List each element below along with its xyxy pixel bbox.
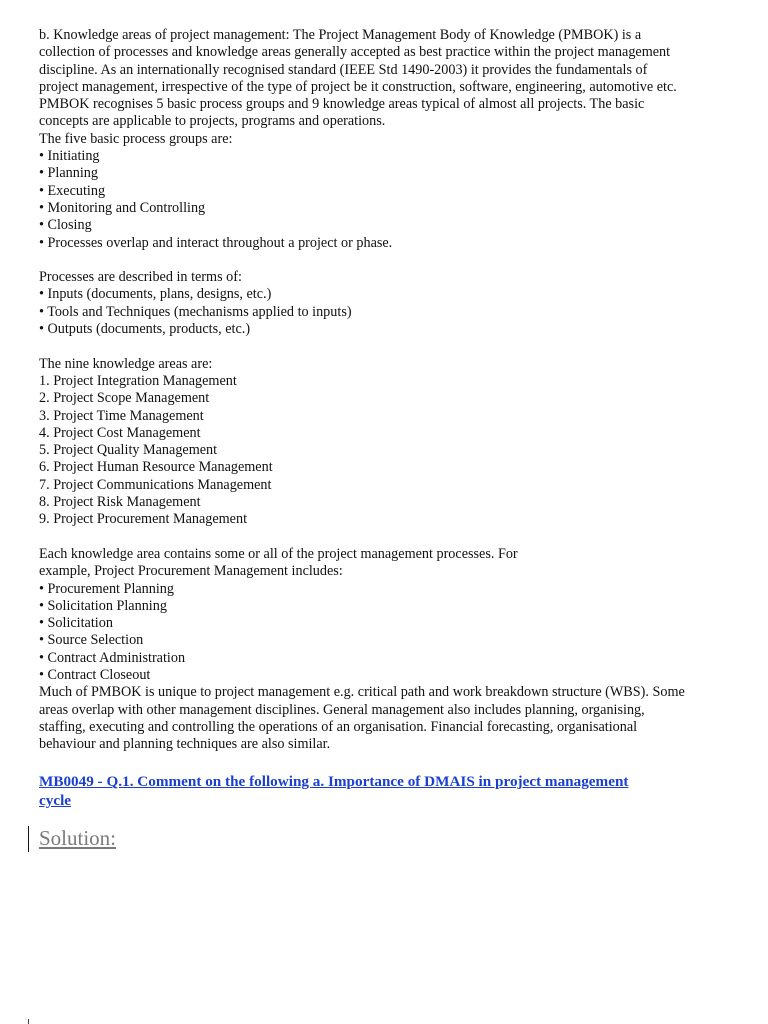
- procurement-list: [39, 546, 739, 684]
- list-item: • Solicitation: [39, 615, 113, 632]
- list-item: 3. Project Time Management: [39, 407, 204, 424]
- link-text-line: cycle: [39, 792, 72, 810]
- list-item: • Executing: [39, 182, 106, 199]
- list-heading: example, Project Procurement Management includes:: [39, 563, 343, 580]
- process-groups-list: [39, 131, 739, 252]
- list-heading: Each knowledge area contains some or all of the project management processes. For: [39, 545, 518, 562]
- link-text-line: MB0049 - Q.1. Comment on the following a. Importance of DMAIS in project management: [39, 773, 629, 791]
- intro-paragraph: [39, 27, 739, 131]
- list-item: 5. Project Quality Management: [39, 442, 218, 459]
- list-item: • Monitoring and Controlling: [39, 199, 206, 216]
- list-item: • Source Selection: [39, 632, 144, 649]
- knowledge-areas-list: [39, 356, 739, 529]
- list-item: 2. Project Scope Management: [39, 390, 210, 407]
- list-item: • Planning: [39, 165, 98, 182]
- list-item: 9. Project Procurement Management: [39, 511, 248, 528]
- closing-paragraph: [39, 684, 739, 753]
- list-heading: The five basic process groups are:: [39, 130, 233, 147]
- solution-section: [39, 824, 739, 854]
- list-item: • Processes overlap and interact throughout a project or phase.: [39, 234, 393, 251]
- text-line: Much of PMBOK is unique to project management e.g. critical path and work breakdown structure (WBS). Some: [39, 684, 685, 701]
- list-item: • Outputs (documents, products, etc.): [39, 321, 251, 338]
- list-item: • Contract Administration: [39, 649, 186, 666]
- list-item: 4. Project Cost Management: [39, 424, 201, 441]
- solution-label[interactable]: Solution:: [39, 826, 117, 851]
- list-item: • Contract Closeout: [39, 666, 151, 683]
- list-item: • Tools and Techniques (mechanisms applied to inputs): [39, 303, 352, 320]
- process-terms-list: [39, 269, 739, 338]
- text-line: behaviour and planning techniques are also similar.: [39, 736, 331, 753]
- list-item: 1. Project Integration Management: [39, 372, 237, 389]
- text-line: discipline. As an internationally recognised standard (IEEE Std 1490-2003) it provides the fundamentals of: [39, 61, 648, 78]
- text-line: b. Knowledge areas of project management: The Project Management Body of Knowledge (PMBOK) is a: [39, 27, 642, 43]
- list-heading: Processes are described in terms of:: [39, 269, 242, 286]
- list-item: • Closing: [39, 217, 92, 234]
- list-item: 7. Project Communications Management: [39, 476, 272, 493]
- page-edge-mark: [28, 1019, 29, 1024]
- spacer: [39, 529, 739, 546]
- list-item: • Solicitation Planning: [39, 597, 167, 614]
- list-item: 6. Project Human Resource Management: [39, 459, 273, 476]
- list-item: • Initiating: [39, 148, 100, 165]
- text-line: areas overlap with other management disciplines. General management also includes planning, organising,: [39, 701, 645, 718]
- text-line: PMBOK recognises 5 basic process groups and 9 knowledge areas typical of almost all projects. The basic: [39, 96, 645, 113]
- text-cursor: [28, 826, 29, 852]
- list-item: 8. Project Risk Management: [39, 494, 201, 511]
- spacer: [39, 338, 739, 355]
- spacer: [39, 252, 739, 269]
- question-heading-link[interactable]: [39, 772, 739, 810]
- text-line: staffing, executing and controlling the operations of an organisation. Financial forecasting, organisational: [39, 718, 638, 735]
- text-line: project management, irrespective of the type of project be it construction, software, engineering, automotive etc.: [39, 78, 677, 95]
- list-item: • Inputs (documents, plans, designs, etc.): [39, 286, 272, 303]
- text-line: collection of processes and knowledge areas generally accepted as best practice within the project management: [39, 44, 671, 61]
- list-heading: The nine knowledge areas are:: [39, 355, 213, 372]
- list-item: • Procurement Planning: [39, 580, 174, 597]
- text-line: concepts are applicable to projects, programs and operations.: [39, 113, 386, 130]
- document-body: [39, 27, 739, 854]
